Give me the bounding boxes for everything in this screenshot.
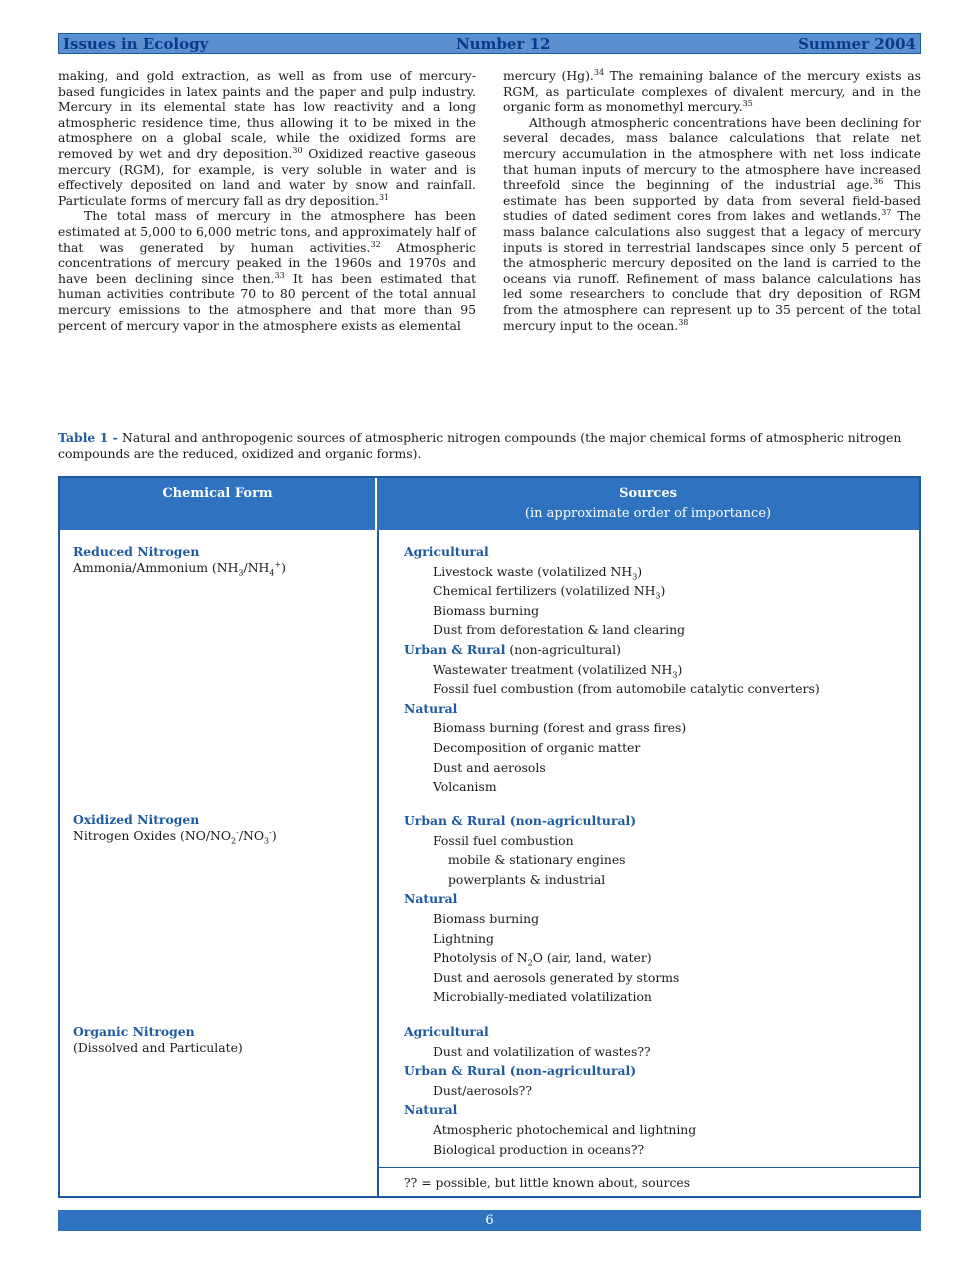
caption-text: Natural and anthropogenic sources of atmospheric nitrogen compounds (the major chemical forms of atmospheric nitrogen compounds are the reduced, oxidized and organic forms). xyxy=(58,430,902,461)
header-chemical-form: Chemical Form xyxy=(60,478,377,530)
body-columns xyxy=(58,68,921,413)
table-footnote: ?? = possible, but little known about, sources xyxy=(404,1175,691,1190)
paragraph: making, and gold extraction, as well as from use of mercury-based fungicides in latex paints and the paper and pulp industry. Mercury in its elemental state has low reactivity and a long atmospheric residence time, thus allowing it to be mixed in the atmosphere on a global scale, while the oxidized forms are removed by wet and dry deposition.$^{30}$ Oxidized reactive gaseous mercury (RGM), for example, is very soluble in water and is effectively deposited on land and water by snow and rainfall. Particulate forms of mercury fall as dry deposition.$^{31}$ xyxy=(58,68,476,208)
header-sources: Sources (in approximate order of importance) xyxy=(524,486,772,521)
paragraph: The total mass of mercury in the atmosphere has been estimated at 5,000 to 6,000 metric tons, and approximately half of that was generated by human activities.$^{32}$ Atmospheric concentrations of mercury peaked in the 1960s and 1970s and have been declining since then.$^{33}$ It has been estimated that human activities contribute 70 to 80 percent of the total annual mercury emissions to the atmosphere and that more than 95 percent of mercury vapor in the atmosphere exists as elemental xyxy=(58,208,477,333)
form-organic-nitrogen: Organic Nitrogen (Dissolved and Particulate) xyxy=(73,1024,243,1055)
sources-reduced-nitrogen: Agricultural Livestock waste (volatilized $NH_3$) Chemical fertilizers (volatilized $NH_3$) Biomass burning Dust from deforestation & land clearing Urban & Rural (non-agricultural) Wastewater treatment (volatilized $NH_3$) Fossil fuel combustion (from automobile catalytic converters) Natural Biomass burning (forest and grass fires) Decomposition of organic matter Dust and aerosols Volcanism xyxy=(404,544,820,795)
paragraph: mercury (Hg).$^{34}$ The remaining balance of the mercury exists as RGM, as particulate complexes of divalent mercury, and in the organic form as monomethyl mercury.$^{35}$ xyxy=(503,67,921,115)
table-label: Table 1 - xyxy=(58,430,123,445)
nitrogen-sources-table xyxy=(58,476,921,1198)
table-header xyxy=(60,478,919,530)
page-number-bar xyxy=(58,1210,921,1231)
issue-number: Number 12 xyxy=(455,34,551,53)
journal-title: Issues in Ecology xyxy=(63,34,209,53)
paragraph: Although atmospheric concentrations have been declining for several decades, mass balance calculations that relate net mercury accumulation in the atmosphere with net loss indicate that human inputs of mercury to the atmosphere have increased threefold since the beginning of the industrial age.$^{36}$ This estimate has been supported by data from several field-based studies of dated sediment cores from lakes and wetlands.$^{37}$ The mass balance calculations also suggest that a legacy of mercury inputs is stored in terrestrial landscapes since only 5 percent of the atmospheric mercury deposited on the land is carried to the oceans via runoff. Refinement of mass balance calculations has led some researchers to conclude that dry deposition of RGM from the atmosphere can represent up to 35 percent of the total mercury input to the ocean.$^{38}$ xyxy=(503,114,921,333)
table-caption xyxy=(58,430,921,461)
form-reduced-nitrogen: Reduced Nitrogen Ammonia/Ammonium $(NH_3/NH_4^+)$ xyxy=(73,544,286,578)
column-divider xyxy=(377,530,379,1196)
footnote-divider xyxy=(379,1167,919,1168)
page-number: 6 xyxy=(485,1213,494,1228)
issue-date: Summer 2004 xyxy=(798,34,916,53)
sources-organic-nitrogen: Agricultural Dust and volatilization of wastes?? Urban & Rural (non-agricultural) Dust/aerosols?? Natural Atmospheric photochemical and lightning Biological production in oceans?? xyxy=(404,1024,697,1157)
sources-oxidized-nitrogen: Urban & Rural (non-agricultural) Fossil fuel combustion mobile & stationary engines powerplants & industrial Natural Biomass burning Lightning Photolysis of $N_2O$ (air, land, water) Dust and aerosols generated by storms Microbially-mediated volatilization xyxy=(404,813,680,1005)
running-header xyxy=(58,33,921,54)
right-column xyxy=(503,68,921,413)
left-column xyxy=(58,68,476,413)
form-oxidized-nitrogen: Oxidized Nitrogen Nitrogen Oxides $(NO/NO_2^-/NO_3^-)$ xyxy=(73,812,277,846)
